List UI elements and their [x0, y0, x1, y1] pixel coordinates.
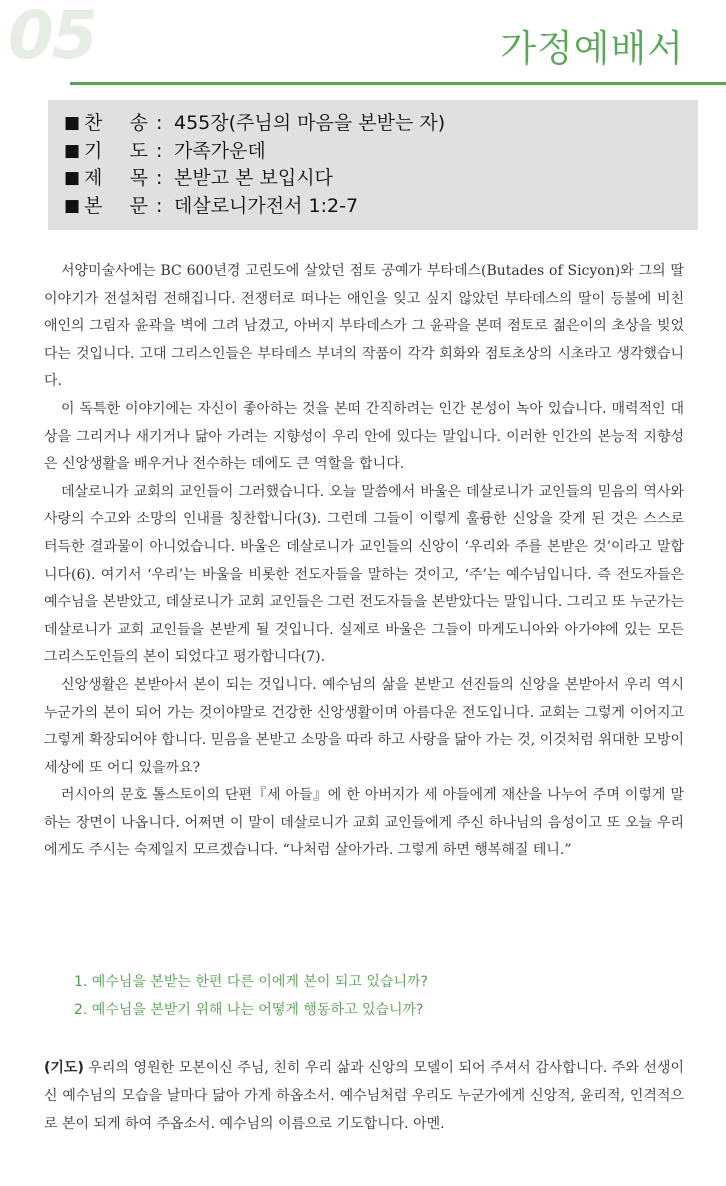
info-label — [84, 110, 156, 138]
info-value: 본받고 본 보입시다 — [174, 167, 333, 189]
info-row-title — [64, 165, 698, 193]
info-label-char: 찬 — [84, 112, 103, 134]
discussion-questions — [74, 968, 694, 1024]
body-paragraph: 이 독특한 이야기에는 자신이 좋아하는 것을 본떠 간직하려는 인간 본성이 녹아 있습니다. 매력적인 대상을 그리거나 새기거나 닮아 가려는 지향성이 우리 안에 있다는 말입니다. 이러한 인간의 본능적 지향성은 신앙생활을 배우거나 전수하는 데에도 큰 역할을 합니다. — [44, 400, 684, 473]
info-label — [84, 193, 156, 221]
question-item: 2. 예수님을 본받기 위해 나는 어떻게 행동하고 있습니까? — [74, 1002, 424, 1018]
info-colon: : — [156, 139, 163, 162]
square-bullet-icon: ■ — [64, 140, 81, 161]
page-title: 가정예배서 — [500, 27, 684, 70]
closing-prayer — [44, 1054, 684, 1138]
info-row-prayer — [64, 138, 698, 166]
info-value: 가족가운데 — [174, 139, 266, 162]
info-label — [84, 165, 156, 193]
info-label-char: 도 — [129, 139, 148, 162]
info-value: 455장(주님의 마음을 본받는 자) — [174, 112, 446, 134]
square-bullet-icon: ■ — [64, 113, 81, 133]
body-paragraph: 데살로니가 교회의 교인들이 그러했습니다. 오늘 말씀에서 바울은 데살로니가 교인들의 믿음의 역사와 사랑의 수고와 소망의 인내를 칭찬합니다(3). 그런데 그들이 이렇게 훌륭한 신앙을 갖게 된 것은 스스로 터득한 결과물이 아니었습니다. 바울은 데살로니가 교인들의 신앙이 ‘우리와 주를 본받은 것’이라고 말합니다(6). 여기서 ‘우리’는 바울을 비롯한 전도자들을 말하는 것이고, ‘주’는 예수님입니다. 즉 전도자들은 예수님을 본받았고, 데살로니가 교회 교인들은 그런 전도자들을 본받았다는 말입니다. 그리고 또 누군가는 데살로니가 교회 교인들을 본받게 될 것입니다. 실제로 바울은 그들이 마게도니아와 아가야에 있는 모든 그리스도인들의 본이 되었다고 평가합니다(7). — [44, 483, 684, 666]
info-row-hymn — [64, 110, 698, 138]
service-info-box — [48, 100, 698, 230]
info-row-scripture — [64, 193, 698, 221]
square-bullet-icon: ■ — [64, 168, 81, 188]
info-label-char: 제 — [84, 167, 103, 189]
body-paragraph: 신앙생활은 본받아서 본이 되는 것입니다. 예수님의 삶을 본받고 선진들의 신앙을 본받아서 우리 역시 누군가의 본이 되어 가는 것이야말로 건강한 신앙생활이며 아름다운 전도입니다. 교회는 그렇게 이어지고 그렇게 확장되어야 합니다. 믿음을 본받고 소망을 따라 하고 사랑을 닮아 가는 것, 이것처럼 위대한 모방이 세상에 또 어디 있을까요? — [44, 676, 684, 776]
info-label-char: 본 — [84, 194, 103, 217]
question-item: 1. 예수님을 본받는 한편 다른 이에게 본이 되고 있습니까? — [74, 974, 428, 990]
info-label-char: 목 — [129, 167, 148, 189]
page-number: 05 — [8, 0, 96, 74]
square-bullet-icon: ■ — [64, 195, 81, 216]
prayer-label: (기도) — [44, 1060, 84, 1076]
body-paragraph: 러시아의 문호 톨스토이의 단편『세 아들』에 한 아버지가 세 아들에게 재산을 나누어 주며 이렇게 말하는 장면이 나옵니다. 어쩌면 이 말이 데살로니가 교회 교인들에게 주신 하나님의 음성이고 또 오늘 우리에게도 주시는 숙제일지 모르겠습니다. “나처럼 살아가라. 그렇게 하면 행복해질 테니.” — [44, 787, 684, 859]
sermon-body — [44, 258, 684, 865]
header-divider — [70, 82, 726, 85]
info-value: 데살로니가전서 1:2-7 — [174, 194, 359, 217]
info-label-char: 기 — [84, 139, 103, 162]
info-colon: : — [156, 194, 163, 217]
info-label — [84, 138, 156, 166]
info-label-char: 문 — [129, 194, 148, 217]
prayer-text: 우리의 영원한 모본이신 주님, 친히 우리 삶과 신앙의 모델이 되어 주셔서 감사합니다. 주와 선생이신 예수님의 모습을 날마다 닮아 가게 하옵소서. 예수님처럼 우리도 누군가에게 신앙적, 윤리적, 인격적으로 본이 되게 하여 주옵소서. 예수님의 이름으로 기도합니다. 아멘. — [44, 1060, 685, 1132]
info-label-char: 송 — [129, 112, 148, 134]
body-paragraph: 서양미술사에는 BC 600년경 고린도에 살았던 점토 공예가 부타데스(Butades of Sicyon)와 그의 딸 이야기가 전설처럼 전해집니다. 전쟁터로 떠나는 애인을 잊고 싶지 않았던 부타데스의 딸이 등불에 비친 애인의 그림자 윤곽을 벽에 그려 남겼고, 아버지 부타데스가 그 윤곽을 본떠 점토로 젊은이의 초상을 빚었다는 것입니다. 고대 그리스인들은 부타데스 부녀의 작품이 각각 회화와 점토초상의 시초라고 생각했습니다. — [44, 263, 684, 390]
info-colon: : — [156, 167, 163, 189]
info-colon: : — [156, 112, 163, 134]
